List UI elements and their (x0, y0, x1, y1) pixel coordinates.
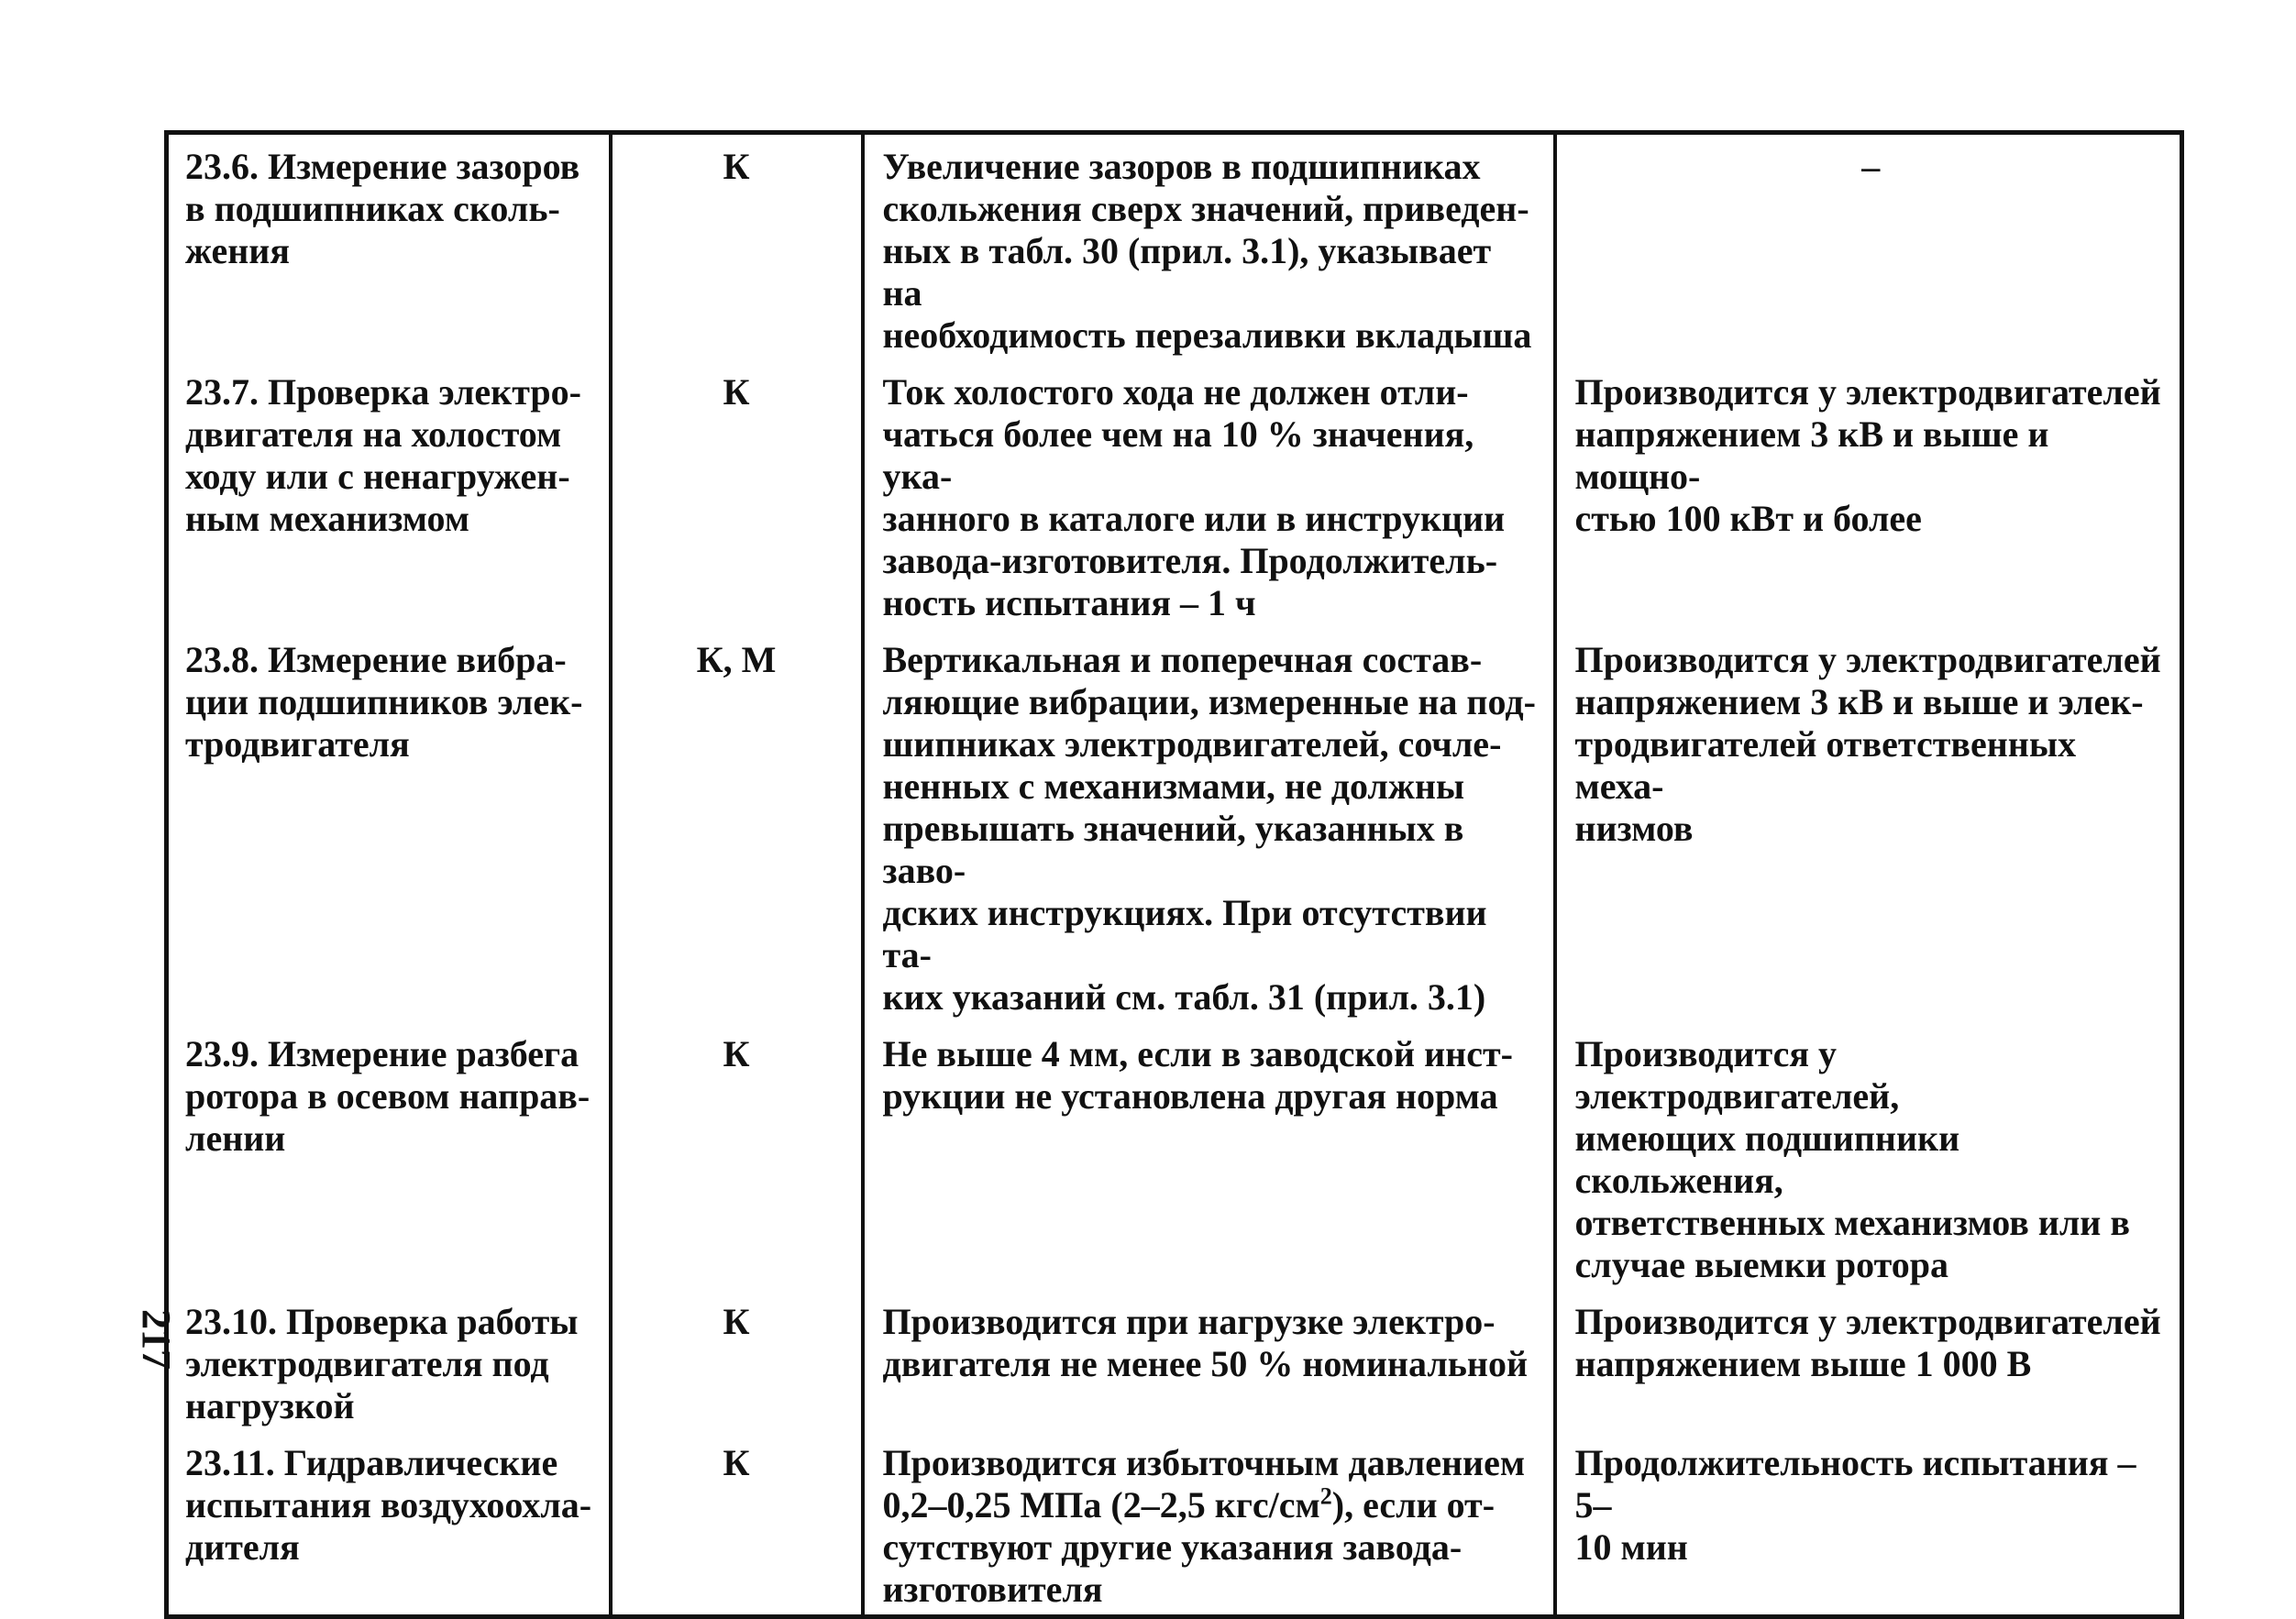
text-line: тродвигателей ответственных меха- (1574, 723, 2077, 807)
text-line: лении (185, 1118, 286, 1159)
test-type-cell: К (611, 1022, 863, 1290)
text-line: сутствуют другие указания завода- (882, 1526, 1463, 1568)
text-line: жения (185, 230, 290, 271)
text-line: стью 100 кВт и более (1574, 498, 1922, 539)
text-line: ции подшипников элек- (185, 681, 583, 722)
text-line: электродвигателя под (185, 1343, 549, 1384)
superscript: 2 (1319, 1482, 1332, 1510)
text-line: ких указаний см. табл. 31 (прил. 3.1) (882, 976, 1486, 1018)
table-row (167, 1290, 2182, 1431)
text-line: – (1861, 146, 1881, 187)
norm-cell (863, 1290, 1555, 1431)
note-cell (1555, 1431, 2182, 1617)
table-row (167, 360, 2182, 628)
test-name-cell (167, 1022, 611, 1290)
text-line: завода-изготовителя. Продолжитель- (882, 540, 1498, 581)
text-line: ным механизмом (185, 498, 469, 539)
text-line: Продолжительность испытания – 5– (1574, 1442, 2136, 1525)
text-line: занного в каталоге или в инструкции (882, 498, 1506, 539)
test-name-cell (167, 133, 611, 361)
norm-cell (863, 628, 1555, 1022)
text-line (883, 1484, 1496, 1525)
text-line: изготовителя (882, 1569, 1103, 1610)
text-line: случае выемки ротора (1574, 1244, 1949, 1285)
test-type-cell: К (611, 1431, 863, 1617)
note-cell (1555, 1022, 2182, 1290)
test-type-cell: К (611, 1290, 863, 1431)
text-line: испытания воздухоохла- (185, 1484, 592, 1525)
text-line: превышать значений, указанных в заво- (882, 808, 1464, 891)
text-line: 23.8. Измерение вибра- (185, 639, 567, 680)
table-row (167, 1022, 2182, 1290)
text-line: 23.7. Проверка электро- (185, 371, 581, 413)
test-requirements-table (164, 130, 2184, 1619)
page-number: 217 (134, 1309, 179, 1370)
text-line: низмов (1574, 808, 1694, 849)
text-line: Не выше 4 мм, если в заводской инст- (882, 1033, 1513, 1074)
text-line: 23.11. Гидравлические (185, 1442, 558, 1483)
text-line: 23.6. Измерение зазоров (185, 146, 580, 187)
text-line: Производится у электродвигателей (1574, 371, 2161, 413)
text-line: Производится избыточным давлением (882, 1442, 1526, 1483)
text-line: напряжением 3 кВ и выше и мощно- (1574, 413, 2049, 497)
note-cell (1555, 360, 2182, 628)
text-line: ответственных механизмов или в (1574, 1202, 2130, 1243)
text-line: шипниках электродвигателей, сочле- (882, 723, 1502, 765)
text-line: Вертикальная и поперечная состав- (882, 639, 1483, 680)
text-line: чаться более чем на 10 % значения, ука- (882, 413, 1474, 497)
text-line: 10 мин (1574, 1526, 1688, 1568)
test-name-cell (167, 1431, 611, 1617)
norm-cell (863, 360, 1555, 628)
text-line: Увеличение зазоров в подшипниках (882, 146, 1481, 187)
text-line: двигателя не менее 50 % номинальной (882, 1343, 1529, 1384)
text-line: ротора в осевом направ- (185, 1075, 591, 1117)
text-line: двигателя на холостом (185, 413, 562, 455)
text-line: ных в табл. 30 (прил. 3.1), указывает на (882, 230, 1492, 314)
text-line: имеющих подшипники скольжения, (1574, 1118, 1960, 1201)
text-line: тродвигателя (185, 723, 410, 765)
text-line: 23.9. Измерение разбега (185, 1033, 580, 1074)
text-line: скольжения сверх значений, приведен- (882, 188, 1529, 229)
text-line: ходу или с ненагружен- (185, 456, 570, 497)
text-line: Производится у электродвигателей, (1574, 1033, 1900, 1117)
text-fragment: 0,2–0,25 МПа (2–2,5 кгс/см (882, 1484, 1320, 1525)
text-line: напряжением выше 1 000 В (1574, 1343, 2032, 1384)
text-line: Производится у электродвигателей (1574, 639, 2161, 680)
table-row (167, 133, 2182, 361)
test-name-cell (167, 628, 611, 1022)
text-line: напряжением 3 кВ и выше и элек- (1574, 681, 2144, 722)
test-type-cell: К (611, 360, 863, 628)
text-line: ляющие вибрации, измеренные на под- (882, 681, 1536, 722)
text-line: Ток холостого хода не должен отли- (882, 371, 1469, 413)
table-row (167, 628, 2182, 1022)
text-line: Производится у электродвигателей (1574, 1301, 2161, 1342)
text-line: 23.10. Проверка работы (185, 1301, 579, 1342)
text-line: дских инструкциях. При отсутствии та- (882, 892, 1487, 975)
text-fragment: ), если от- (1331, 1484, 1496, 1525)
note-cell (1555, 133, 2182, 361)
test-type-cell: К (611, 133, 863, 361)
text-line: нагрузкой (185, 1385, 355, 1426)
text-line: необходимость перезаливки вкладыша (882, 314, 1532, 356)
text-line: в подшипниках сколь- (185, 188, 560, 229)
text-line: ненных с механизмами, не должны (882, 765, 1465, 807)
norm-cell (863, 133, 1555, 361)
text-line: рукции не установлена другая норма (882, 1075, 1498, 1117)
norm-cell (863, 1022, 1555, 1290)
test-type-cell: К, М (611, 628, 863, 1022)
note-cell (1555, 628, 2182, 1022)
table-row (167, 1431, 2182, 1617)
text-line: Производится при нагрузке электро- (882, 1301, 1496, 1342)
test-name-cell (167, 1290, 611, 1431)
norm-cell (863, 1431, 1555, 1617)
test-name-cell (167, 360, 611, 628)
note-cell (1555, 1290, 2182, 1431)
text-line: ность испытания – 1 ч (882, 582, 1256, 623)
text-line: дителя (185, 1526, 300, 1568)
